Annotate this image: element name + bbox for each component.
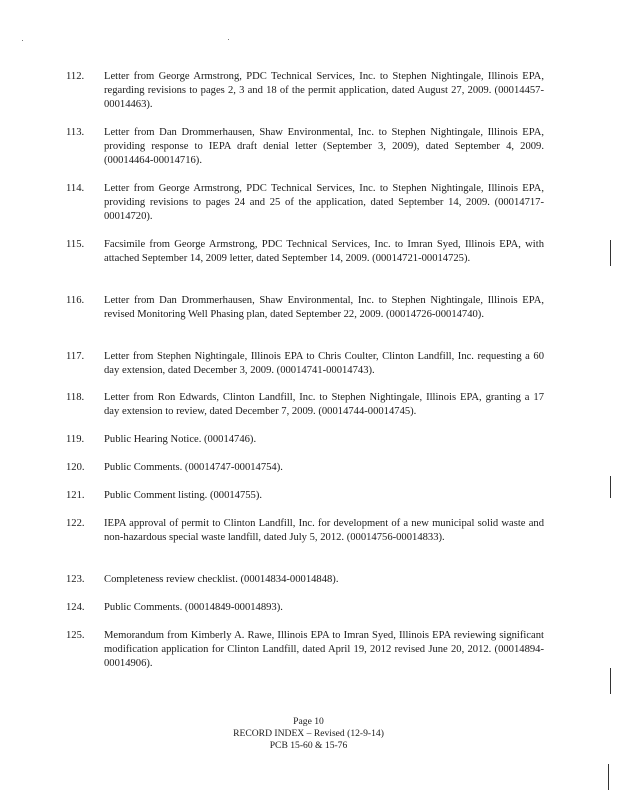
entry-number: 123.	[66, 574, 85, 585]
entry-text: IEPA approval of permit to Clinton Landfill, Inc. for development of a new municipal solid waste and non-hazardous special waste landfill, dated July 5, 2012. (00014756-00014833).	[104, 518, 544, 543]
entry-number: 114.	[66, 183, 85, 194]
revision-bar	[610, 668, 611, 694]
footer-index-title: RECORD INDEX – Revised (12-9-14)	[233, 728, 384, 739]
scan-speck	[228, 39, 229, 40]
entry-number: 120.	[66, 462, 85, 473]
entry-text: Public Comments. (00014747-00014754).	[104, 462, 283, 473]
entry-number: 119.	[66, 434, 85, 445]
entry-number: 125.	[66, 630, 85, 641]
entry-text: Letter from Ron Edwards, Clinton Landfill, Inc. to Stephen Nightingale, Illinois EPA, granting a 17 day extension to review, dated December 7, 2009. (00014744-00014745).	[104, 392, 544, 417]
index-entry-120	[66, 461, 544, 475]
entry-text: Memorandum from Kimberly A. Rawe, Illinois EPA to Imran Syed, Illinois EPA reviewing significant modification application for Clinton Landfill, dated April 19, 2012 revised June 20, 2012. (00014894-00014906).	[104, 630, 544, 669]
index-entry-124	[66, 601, 544, 615]
entry-number: 118.	[66, 392, 85, 403]
entry-number: 117.	[66, 351, 85, 362]
index-entry-114	[66, 182, 544, 224]
entry-text: Letter from Stephen Nightingale, Illinois EPA to Chris Coulter, Clinton Landfill, Inc. requesting a 60 day extension, dated December 3, 2009. (00014741-00014743).	[104, 351, 544, 376]
revision-bar	[610, 240, 611, 266]
index-entry-118	[66, 391, 544, 419]
entry-number: 121.	[66, 490, 85, 501]
revision-bar	[610, 476, 611, 498]
entry-number: 113.	[66, 127, 85, 138]
entry-text: Letter from George Armstrong, PDC Technical Services, Inc. to Stephen Nightingale, Illinois EPA, providing revisions to pages 24 and 25 of the application, dated September 14, 2009. (00014717-00014720).	[104, 183, 544, 222]
index-entry-117	[66, 350, 544, 378]
entry-text: Public Comment listing. (00014755).	[104, 490, 263, 501]
entry-number: 112.	[66, 71, 85, 82]
index-entry-125	[66, 629, 544, 671]
entry-number: 124.	[66, 602, 85, 613]
entry-number: 115.	[66, 239, 85, 250]
index-entry-123	[66, 573, 544, 587]
index-entry-115	[66, 238, 544, 266]
index-entry-122	[66, 517, 544, 545]
index-entry-121	[66, 489, 544, 503]
entry-text: Public Hearing Notice. (00014746).	[104, 434, 257, 445]
footer-page-number: Page 10	[293, 716, 324, 727]
entry-text: Letter from Dan Drommerhausen, Shaw Environmental, Inc. to Stephen Nightingale, Illinois EPA, providing response to IEPA draft denial letter (September 3, 2009), dated September 4, 2009. (00014464-00014716).	[104, 127, 544, 166]
revision-bar	[608, 764, 609, 790]
index-entry-116	[66, 294, 544, 322]
index-entry-113	[66, 126, 544, 168]
entry-number: 122.	[66, 518, 85, 529]
entry-text: Completeness review checklist. (00014834-00014848).	[104, 574, 339, 585]
page-footer	[0, 716, 617, 752]
index-entry-119	[66, 433, 544, 447]
scan-speck	[22, 40, 23, 41]
footer-case-number: PCB 15-60 & 15-76	[269, 740, 348, 751]
entry-number: 116.	[66, 295, 85, 306]
entry-text: Public Comments. (00014849-00014893).	[104, 602, 283, 613]
entry-text: Letter from George Armstrong, PDC Technical Services, Inc. to Stephen Nightingale, Illinois EPA, regarding revisions to pages 2, 3 and 18 of the permit application, dated August 27, 2009. (00014457-00014463).	[104, 71, 544, 110]
entry-text: Letter from Dan Drommerhausen, Shaw Environmental, Inc. to Stephen Nightingale, Illinois EPA, revised Monitoring Well Phasing plan, dated September 22, 2009. (00014726-00014740).	[104, 295, 544, 320]
index-entry-112	[66, 70, 544, 112]
entry-text: Facsimile from George Armstrong, PDC Technical Services, Inc. to Imran Syed, Illinois EPA, with attached September 14, 2009 letter, dated September 14, 2009. (00014721-00014725).	[104, 239, 544, 264]
